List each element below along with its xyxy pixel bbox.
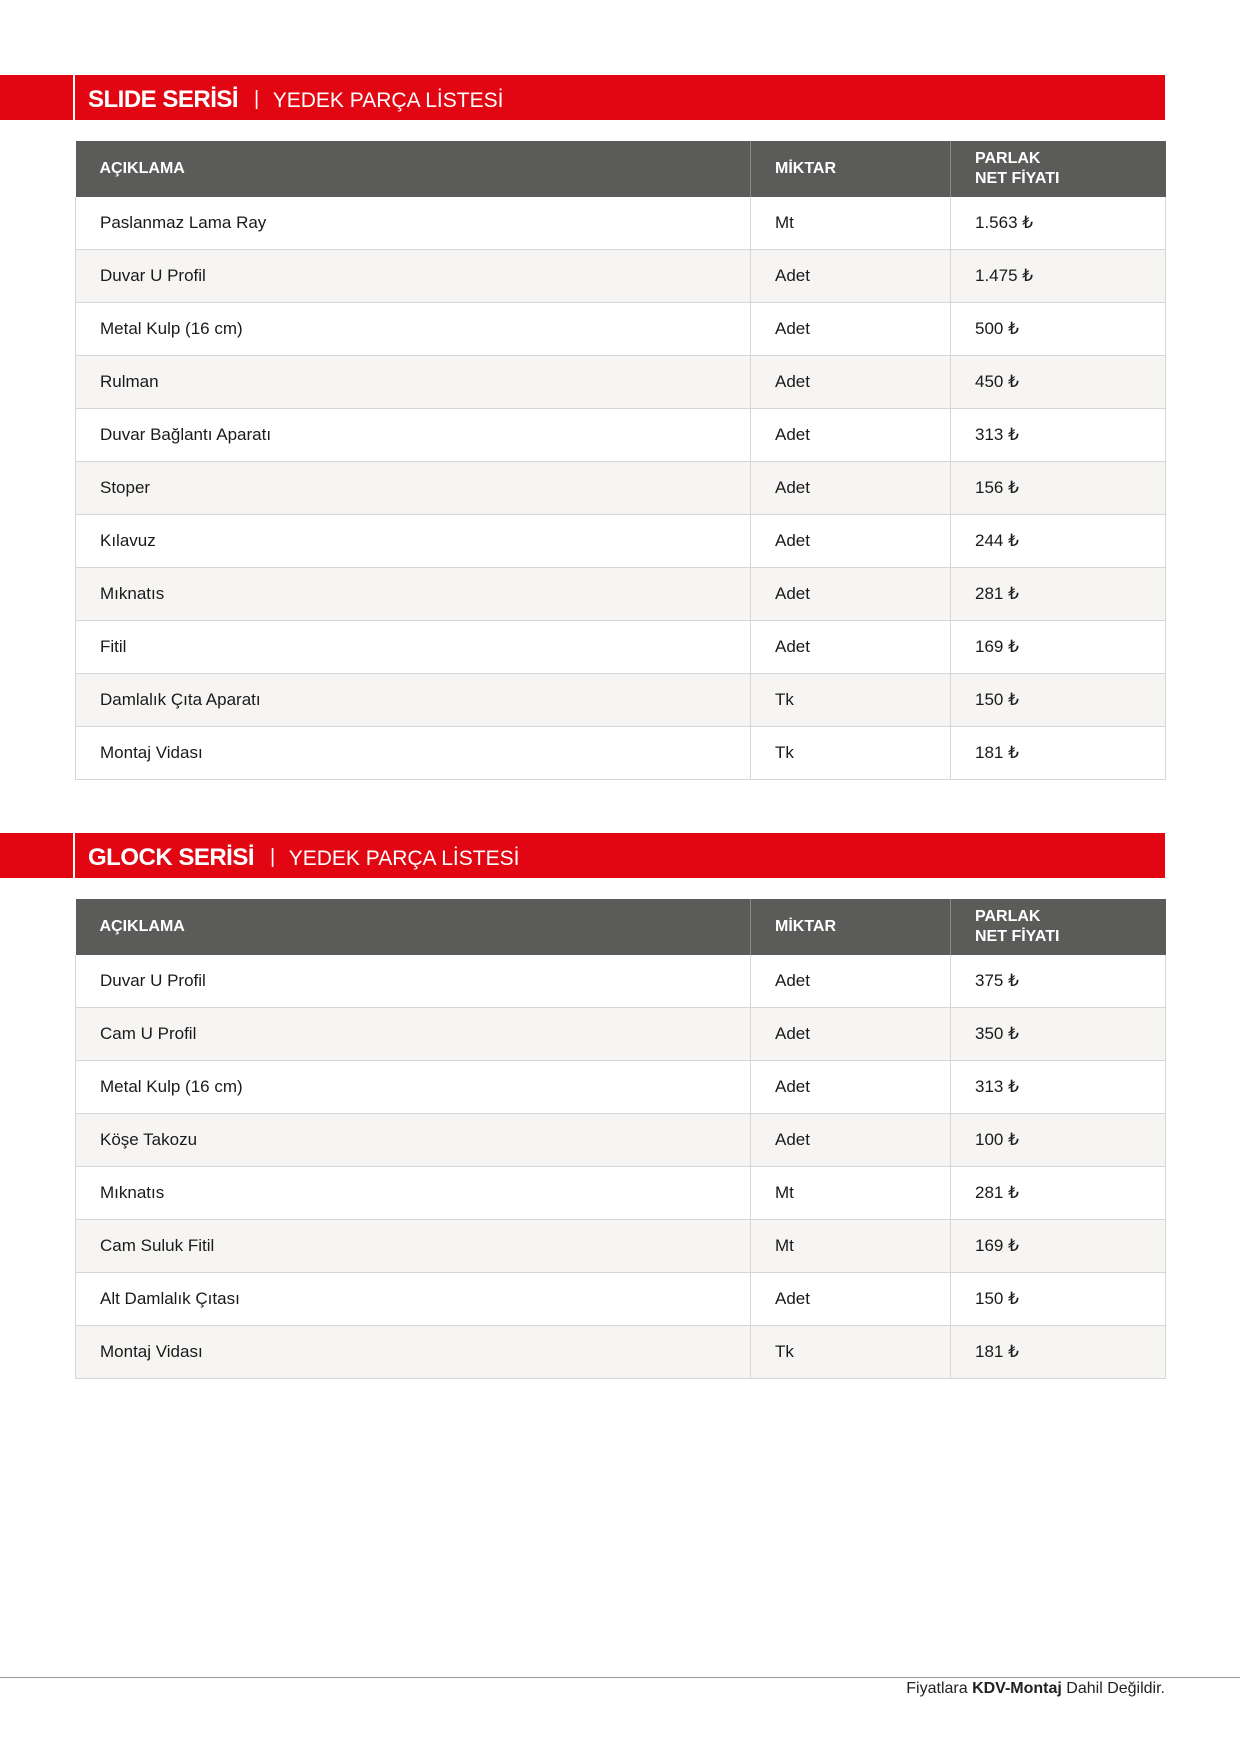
table-row bbox=[76, 303, 1166, 356]
section-banner-glock bbox=[0, 833, 1165, 878]
table-row bbox=[76, 197, 1166, 250]
table-row bbox=[76, 1220, 1166, 1273]
cell-quantity: Adet bbox=[751, 409, 951, 462]
cell-description: Montaj Vidası bbox=[76, 727, 751, 780]
cell-description: Mıknatıs bbox=[76, 1167, 751, 1220]
cell-description: Duvar U Profil bbox=[76, 955, 751, 1008]
banner-divider bbox=[73, 833, 75, 878]
section-subtitle: YEDEK PARÇA LİSTESİ bbox=[272, 89, 504, 112]
cell-price: 450 ₺ bbox=[951, 356, 1166, 409]
cell-quantity: Adet bbox=[751, 462, 951, 515]
table-row bbox=[76, 727, 1166, 780]
cell-quantity: Adet bbox=[751, 250, 951, 303]
cell-quantity: Mt bbox=[751, 197, 951, 250]
header-price: PARLAK NET FİYATI bbox=[951, 899, 1166, 955]
series-name: SLIDE SERİSİ bbox=[88, 86, 239, 113]
cell-price: 169 ₺ bbox=[951, 621, 1166, 674]
cell-quantity: Adet bbox=[751, 1273, 951, 1326]
cell-quantity: Adet bbox=[751, 1061, 951, 1114]
table-row bbox=[76, 621, 1166, 674]
section-title bbox=[88, 833, 519, 878]
cell-description: Paslanmaz Lama Ray bbox=[76, 197, 751, 250]
cell-quantity: Mt bbox=[751, 1167, 951, 1220]
header-description: AÇIKLAMA bbox=[76, 141, 751, 197]
parts-table-slide bbox=[75, 141, 1166, 780]
section-banner-slide bbox=[0, 75, 1165, 120]
footer-bold: KDV-Montaj bbox=[972, 1680, 1062, 1697]
cell-quantity: Adet bbox=[751, 1008, 951, 1061]
cell-price: 244 ₺ bbox=[951, 515, 1166, 568]
table-row bbox=[76, 1114, 1166, 1167]
cell-quantity: Adet bbox=[751, 303, 951, 356]
table-row bbox=[76, 1326, 1166, 1379]
series-name: GLOCK SERİSİ bbox=[88, 844, 255, 871]
cell-price: 350 ₺ bbox=[951, 1008, 1166, 1061]
header-price: PARLAK NET FİYATI bbox=[951, 141, 1166, 197]
cell-quantity: Tk bbox=[751, 727, 951, 780]
footer-note bbox=[906, 1680, 1165, 1698]
footer-divider bbox=[0, 1677, 1240, 1678]
cell-price: 181 ₺ bbox=[951, 1326, 1166, 1379]
table-row bbox=[76, 674, 1166, 727]
banner-divider bbox=[73, 75, 75, 120]
section-title bbox=[88, 75, 503, 120]
table-header-row bbox=[76, 899, 1166, 955]
table-row bbox=[76, 250, 1166, 303]
header-quantity: MİKTAR bbox=[751, 899, 951, 955]
cell-description: Cam Suluk Fitil bbox=[76, 1220, 751, 1273]
cell-description: Cam U Profil bbox=[76, 1008, 751, 1061]
table-row bbox=[76, 1167, 1166, 1220]
cell-price: 281 ₺ bbox=[951, 568, 1166, 621]
cell-quantity: Adet bbox=[751, 621, 951, 674]
cell-price: 375 ₺ bbox=[951, 955, 1166, 1008]
cell-price: 313 ₺ bbox=[951, 1061, 1166, 1114]
title-separator: | bbox=[270, 846, 275, 868]
cell-description: Mıknatıs bbox=[76, 568, 751, 621]
cell-quantity: Adet bbox=[751, 1114, 951, 1167]
header-quantity: MİKTAR bbox=[751, 141, 951, 197]
cell-quantity: Adet bbox=[751, 568, 951, 621]
parts-table-glock bbox=[75, 899, 1166, 1379]
table-row bbox=[76, 409, 1166, 462]
footer-prefix: Fiyatlara bbox=[906, 1680, 973, 1697]
table-row bbox=[76, 1273, 1166, 1326]
cell-description: Damlalık Çıta Aparatı bbox=[76, 674, 751, 727]
cell-description: Fitil bbox=[76, 621, 751, 674]
title-separator: | bbox=[254, 88, 259, 110]
cell-quantity: Tk bbox=[751, 674, 951, 727]
cell-description: Metal Kulp (16 cm) bbox=[76, 1061, 751, 1114]
header-description: AÇIKLAMA bbox=[76, 899, 751, 955]
table-row bbox=[76, 462, 1166, 515]
table-row bbox=[76, 356, 1166, 409]
table-row bbox=[76, 955, 1166, 1008]
cell-description: Alt Damlalık Çıtası bbox=[76, 1273, 751, 1326]
cell-quantity: Adet bbox=[751, 356, 951, 409]
table-header-row bbox=[76, 141, 1166, 197]
cell-description: Montaj Vidası bbox=[76, 1326, 751, 1379]
table-row bbox=[76, 515, 1166, 568]
cell-description: Kılavuz bbox=[76, 515, 751, 568]
cell-quantity: Adet bbox=[751, 515, 951, 568]
cell-price: 150 ₺ bbox=[951, 1273, 1166, 1326]
cell-price: 181 ₺ bbox=[951, 727, 1166, 780]
cell-quantity: Tk bbox=[751, 1326, 951, 1379]
cell-description: Rulman bbox=[76, 356, 751, 409]
cell-price: 150 ₺ bbox=[951, 674, 1166, 727]
cell-description: Metal Kulp (16 cm) bbox=[76, 303, 751, 356]
cell-description: Stoper bbox=[76, 462, 751, 515]
cell-quantity: Adet bbox=[751, 955, 951, 1008]
cell-description: Duvar U Profil bbox=[76, 250, 751, 303]
cell-price: 156 ₺ bbox=[951, 462, 1166, 515]
cell-price: 281 ₺ bbox=[951, 1167, 1166, 1220]
table-row bbox=[76, 1061, 1166, 1114]
cell-quantity: Mt bbox=[751, 1220, 951, 1273]
cell-description: Köşe Takozu bbox=[76, 1114, 751, 1167]
cell-price: 1.475 ₺ bbox=[951, 250, 1166, 303]
cell-price: 313 ₺ bbox=[951, 409, 1166, 462]
footer-suffix: Dahil Değildir. bbox=[1061, 1680, 1165, 1697]
cell-price: 169 ₺ bbox=[951, 1220, 1166, 1273]
table-row bbox=[76, 568, 1166, 621]
cell-price: 1.563 ₺ bbox=[951, 197, 1166, 250]
table-row bbox=[76, 1008, 1166, 1061]
cell-description: Duvar Bağlantı Aparatı bbox=[76, 409, 751, 462]
cell-price: 500 ₺ bbox=[951, 303, 1166, 356]
cell-price: 100 ₺ bbox=[951, 1114, 1166, 1167]
section-subtitle: YEDEK PARÇA LİSTESİ bbox=[288, 847, 520, 870]
